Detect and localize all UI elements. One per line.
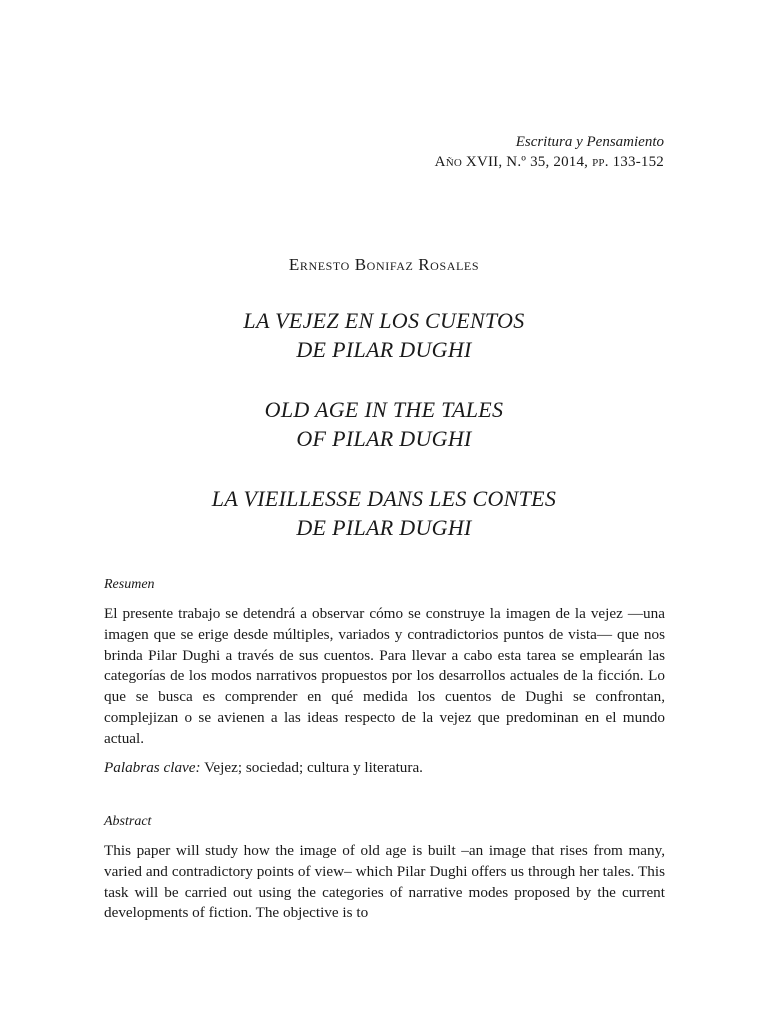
title-line: OF PILAR DUGHI bbox=[296, 426, 472, 451]
title-english bbox=[0, 395, 768, 453]
titles bbox=[0, 306, 768, 573]
author-name: Ernesto Bonifaz Rosales bbox=[288, 255, 480, 274]
keywords-label: Palabras clave: bbox=[104, 758, 201, 776]
abstract-label: Abstract bbox=[104, 814, 152, 829]
resumen-label: Resumen bbox=[104, 577, 155, 592]
title-line: LA VEJEZ EN LOS CUENTOS bbox=[243, 308, 525, 333]
journal-header bbox=[435, 132, 664, 172]
resumen-section bbox=[104, 576, 665, 778]
title-line: DE PILAR DUGHI bbox=[296, 515, 472, 540]
title-line: LA VIEILLESSE DANS LES CONTES bbox=[211, 486, 557, 511]
abstract-section bbox=[104, 813, 665, 924]
title-french bbox=[0, 484, 768, 542]
title-line: DE PILAR DUGHI bbox=[296, 337, 472, 362]
journal-name: Escritura y Pensamiento bbox=[515, 134, 664, 150]
title-spanish bbox=[0, 306, 768, 364]
abstract-text: This paper will study how the image of old age is built –an image that rises from many, varied and contradictory points of view– which Pilar Dughi offers us through her tales. This task will be carried out using the categories of narrative modes proposed by the current developments of fiction. The objective is to bbox=[104, 842, 665, 922]
keywords bbox=[104, 758, 665, 779]
title-line: OLD AGE IN THE TALES bbox=[264, 397, 504, 422]
issue-info: Año XVII, N.º 35, 2014, pp. 133-152 bbox=[434, 154, 664, 170]
keywords-text: Vejez; sociedad; cultura y literatura. bbox=[204, 758, 423, 776]
resumen-text: El presente trabajo se detendrá a observar cómo se construye la imagen de la vejez —una imagen que se erige desde múltiples, variados y contradictorios puntos de vista— que nos brinda Pilar Dughi a través de sus cuentos. Para llevar a cabo esta tarea se emplearán las categorías de los modos narrativos propuestos por los desarrollos actuales de la ficción. Lo que se busca es comprender en qué medida los cuentos de Dughi se confrontan, complejizan o se avienen a las ideas respecto de la vejez que predominan en el mundo actual. bbox=[104, 605, 665, 747]
